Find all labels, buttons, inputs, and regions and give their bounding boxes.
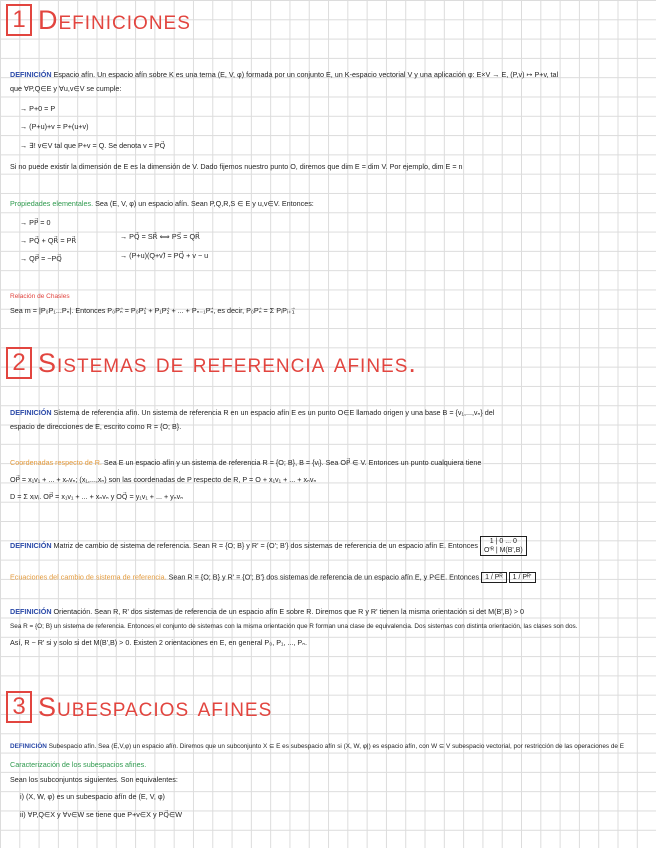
section-number-box xyxy=(6,691,32,723)
change-equations-label: Ecuaciones del cambio de sistema de referencia. xyxy=(10,572,167,582)
section-number: 2 xyxy=(12,349,26,376)
definition-paragraph xyxy=(10,742,624,751)
section-number-box xyxy=(6,4,32,36)
change-matrix-paragraph xyxy=(10,536,527,556)
axiom-item: → ∃! v∈V tal que P+v = Q. Se denota v = PQ⃗ xyxy=(20,141,166,150)
definition-label: DEFINICIÓN xyxy=(10,607,52,616)
coordinates-paragraph xyxy=(10,458,481,467)
property-item: → PQ⃗ + QR⃗ = PR⃗ xyxy=(20,236,77,245)
definition-text: Sistema de referencia afín. Un sistema de referencia R en un espacio afín E es un punto O∈E llamado origen y una base B = {v₁,...,vₙ} del xyxy=(53,408,495,417)
section-number: 3 xyxy=(12,693,26,720)
section-title: Sistemas de referencia afines. xyxy=(38,347,417,378)
section-1-heading xyxy=(6,4,191,36)
characterization-item: i) (X, W, φ) es un subespacio afín de (E, V, φ) xyxy=(20,792,165,801)
orientation-paragraph xyxy=(10,607,524,616)
coordinates-label: Coordenadas respecto de R. xyxy=(10,458,102,467)
section-3-heading xyxy=(6,691,272,723)
definition-line-2: espacio de direcciones de E, escrito como R = {O; B}. xyxy=(10,422,182,431)
property-item: → (P+u)(Q+v)⃗ = PQ⃗ + v − u xyxy=(120,251,209,260)
definition-label: DEFINICIÓN xyxy=(10,70,52,79)
section-number-box xyxy=(6,347,32,379)
coordinates-text: Sea E un espacio afín y un sistema de referencia R = {O; B}, B = {vᵢ}. Sea OP⃗ ∈ V. Entonces un punto cualquiera tiene xyxy=(103,458,482,467)
definition-text: Subespacio afín. Sea (E,V,φ) un espacio afín. Diremos que un subconjunto X ⊆ E es subespacio afín si (X, W, φ|) es espacio afín, con W ⊆ V subespacio vectorial, por restricción de las operaciones de E xyxy=(48,743,625,750)
properties-text: Sea (E, V, φ) un espacio afín. Sean P,Q,R,S ∈ E y u,v∈V. Entonces: xyxy=(95,199,314,208)
definition-paragraph xyxy=(10,70,558,79)
coordinate-vector: 1 / Pᴿ' xyxy=(509,572,536,583)
coordinate-vector: 1 / Pᴿ xyxy=(481,572,507,583)
section-title: Subespacios afines xyxy=(38,691,273,722)
coordinates-line-3: D = Σ xᵢvᵢ. OP⃗ = x₁v₁ + ... + xₙvₙ y OQ⃗ = y₁v₁ + ... + yₙvₙ xyxy=(10,492,184,501)
matrix-top-row: 1 | 0 ... 0 xyxy=(489,538,517,545)
definition-label: DEFINICIÓN xyxy=(10,743,47,750)
property-item: → QP⃗ = −PQ⃗ xyxy=(20,254,62,263)
properties-paragraph xyxy=(10,199,314,208)
definition-label: DEFINICIÓN xyxy=(10,408,52,417)
section-number: 1 xyxy=(12,6,26,33)
change-equations-paragraph xyxy=(10,572,536,583)
change-matrix xyxy=(480,536,527,556)
orientation-text: Orientación. Sean R, R' dos sistemas de referencia de un espacio afín E sobre R. Diremos que R y R' tienen la misma orientación si det M(B',B) > 0 xyxy=(53,607,525,616)
dimension-note: Si no puede existir la dimensión de E es la dimensión de V. Dado fijemos nuestro punto O, diremos que dim E = dim V. Por ejemplo, dim E = n xyxy=(10,162,463,171)
change-equations-text: Sean R = {O; B} y R' = {O'; B'} dos sistemas de referencia de un espacio afín E, y P∈E. Entonces xyxy=(168,572,480,582)
axiom-item: → (P+u)+v = P+(u+v) xyxy=(20,122,89,131)
section-title: Definiciones xyxy=(38,4,191,35)
characterization-label: Caracterización de los subespacios afines. xyxy=(10,760,147,769)
change-matrix-text: Matriz de cambio de sistema de referencia. Sean R = {O; B} y R' = {O'; B'} dos sistemas de referencia de un espacio afín E. Entonces xyxy=(53,540,478,550)
chasles-label: Relación de Chasles xyxy=(10,293,70,300)
matrix-bottom-row: O'ᴿ | M(B',B) xyxy=(483,547,523,554)
definition-line-2: que ∀P,Q∈E y ∀u,v∈V se cumple: xyxy=(10,84,122,93)
coordinates-line-2: OP⃗ = x₁v₁ + ... + xₙvₙ; (x₁,...,xₙ) son las coordenadas de P respecto de R, P = O + x₁v₁ + ... + xₙvₙ xyxy=(10,475,317,484)
properties-label: Propiedades elementales. xyxy=(10,199,94,208)
definition-label: DEFINICIÓN xyxy=(10,540,52,550)
section-2-heading xyxy=(6,347,417,379)
orientation-line-3: Así, R ~ R' si y solo si det M(B',B) > 0. Existen 2 orientaciones en E, en general P₀, P₁, ..., Pₙ. xyxy=(10,638,308,647)
property-item: → PP⃗ = 0 xyxy=(20,218,51,227)
characterization-item: ii) ∀P,Q∈X y ∀v∈W se tiene que P+v∈X y PQ⃗∈W xyxy=(20,810,183,819)
orientation-line-2: Sea R = {O; B} un sistema de referencia. Entonces el conjunto de sistemas con la misma orientación que R forman una clase de equivalencia. Dos sistemas con distinta orientación, las clases son dos. xyxy=(10,623,578,630)
definition-text: Espacio afín. Un espacio afín sobre K es una terna (E, V, φ) formada por un conjunto E, un K-espacio vectorial V y una aplicación φ: E×V → E, (P,v) ↦ P+v, tal xyxy=(53,70,559,79)
chasles-text: Sea m = |P₀P₁...Pₙ|. Entonces P₀Pₙ⃗ = P₀P₁⃗ + P₁P₂⃗ + ... + Pₙ₋₁Pₙ⃗, es decir, P₀Pₙ⃗ = Σ PᵢPᵢ₊₁⃗ xyxy=(10,306,295,315)
definition-paragraph xyxy=(10,408,494,417)
property-item: → PQ⃗ = SR⃗ ⟺ PS⃗ = QR⃗ xyxy=(120,232,201,241)
characterization-text: Sean los subconjuntos siguientes. Son equivalentes: xyxy=(10,775,178,784)
axiom-item: → P+0 = P xyxy=(20,104,56,113)
